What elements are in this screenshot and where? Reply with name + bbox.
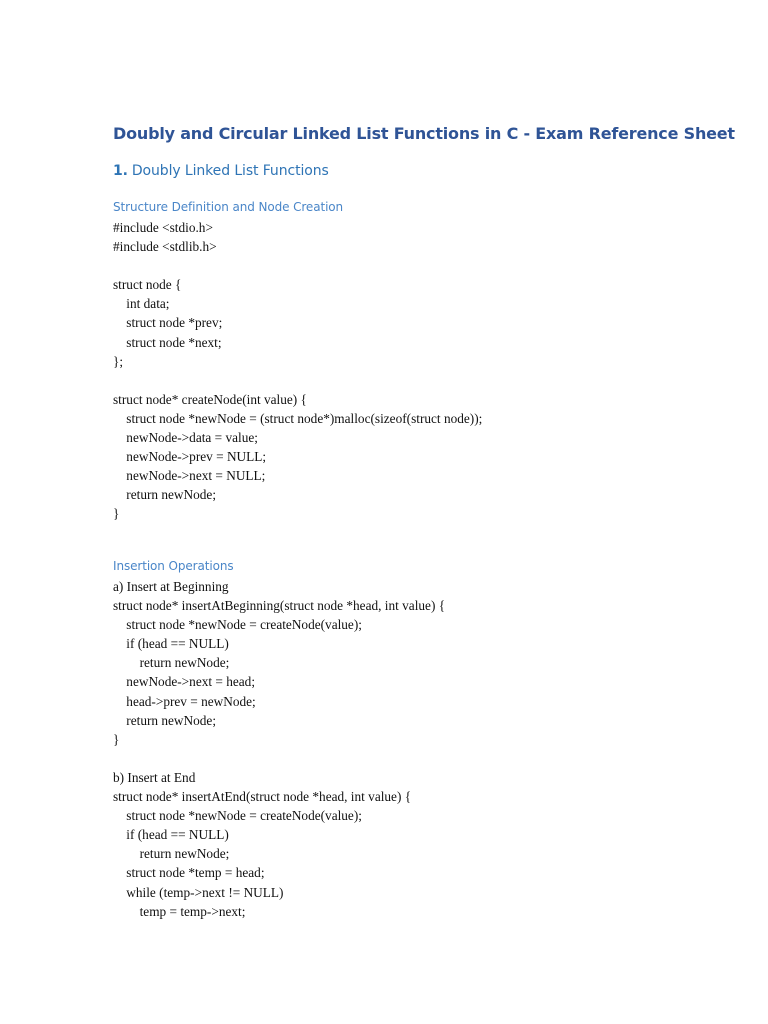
code-line: while (temp->next != NULL) [113,884,284,900]
code-line: #include <stdio.h> [113,220,213,235]
code-line [113,371,482,390]
section-number: 1. [113,163,128,179]
code-line: int data; [113,296,170,312]
code-line: struct node *newNode = createNode(value); [113,617,362,633]
code-line: return newNode; [113,655,230,671]
code-line: struct node* insertAtEnd(struct node *head, int value) { [113,789,412,805]
code-line: newNode->prev = NULL; [113,449,267,465]
code-line: struct node *newNode = createNode(value); [113,808,362,824]
code-line: struct node *newNode = (struct node*)malloc(sizeof(struct node)); [113,410,483,426]
code-line: }; [113,353,124,369]
code-line: newNode->next = NULL; [113,468,266,484]
code-line: struct node *prev; [113,315,223,331]
code-line: #include <stdlib.h> [113,239,217,255]
code-line [113,749,445,768]
code-line: newNode->data = value; [113,430,258,446]
code-line: head->prev = newNode; [113,693,256,709]
code-line: if (head == NULL) [113,827,229,843]
code-line: a) Insert at Beginning [113,579,229,594]
code-line: b) Insert at End [113,769,196,785]
code-line [113,256,482,275]
code-line: return newNode; [113,846,230,862]
code-line: } [113,506,120,522]
code-line: } [113,731,120,747]
code-line: newNode->next = head; [113,674,256,690]
code-line: struct node* insertAtBeginning(struct node *head, int value) { [113,598,446,614]
code-line: return newNode; [113,712,217,728]
code-line: return newNode; [113,487,217,503]
document-title: Doubly and Circular Linked List Functions in C - Exam Reference Sheet [113,124,735,143]
code-line: if (head == NULL) [113,636,229,652]
code-block-structure [113,218,482,524]
code-line: struct node *next; [113,334,222,350]
code-line: temp = temp->next; [113,903,246,919]
code-line: struct node *temp = head; [113,865,265,881]
code-line: struct node* createNode(int value) { [113,391,307,407]
code-block-insertion [113,577,445,921]
subsection-heading-structure: Structure Definition and Node Creation [113,200,344,214]
section-title: Doubly Linked List Functions [131,163,329,179]
code-line: struct node { [113,277,182,293]
section-heading [113,163,329,179]
subsection-heading-insertion: Insertion Operations [113,559,234,573]
